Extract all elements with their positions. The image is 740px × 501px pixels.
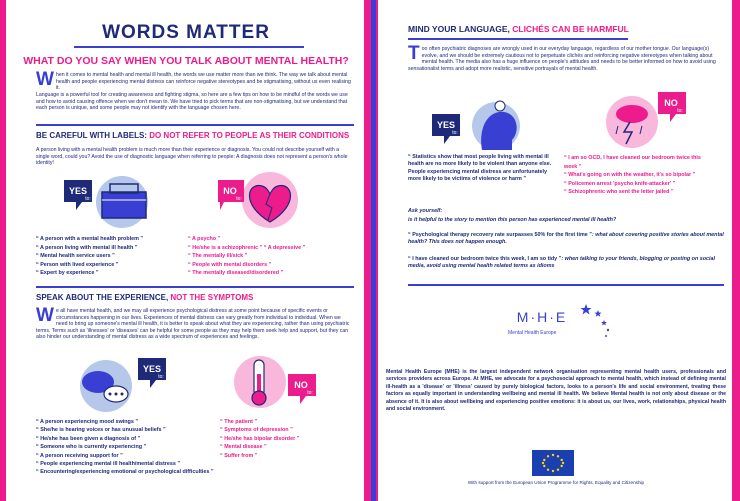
right-page [386,0,726,501]
dropcap-t: T [408,43,420,64]
svg-text:NO: NO [294,380,308,390]
center-spine-blue [371,0,376,501]
cliches-paragraph: Too often psychiatric diagnoses are wrongly used in our everyday language, regardless of our mother tongue. Our language(s) evolve, and we should be extremely cautious not to perpetuate clichés and reinforcing negative stereotypes when talking about mental health. The media also has a huge influence on people's attitudes and needs to be better informed on how to avoid using sensationalist terms and adopt more realistic, sensitive portrayals of mental health. [408,43,716,72]
list-item: “ She/he is hearing voices or has unusual beliefs ” [36,427,166,434]
list-item: “ A psycho ” [188,236,221,242]
section-divider [36,286,354,288]
list-item: “ Mental health service users ” [36,253,115,260]
list-item: “ People with mental disorders ” [188,261,272,268]
page-subtitle: WHAT DO YOU SAY WHEN YOU TALK ABOUT MENTAL HEALTH? [23,55,349,67]
svg-text:to:: to: [236,196,242,202]
list-item: “ People experiencing mental ill health/mental distress ” [36,461,181,468]
intro-text: hen it comes to mental health and mental ill health, the words we use matter more than we think. The way we talk about mental health and people experiencing mental distress can reinforce negative stereotypes and be stigmatising, without us even realising it. [55,72,351,92]
mhe-about-paragraph: Mental Health Europe (MHE) is the largest independent network organisation representing mental health users, professionals and services providers across Europe. At MHE, we advocate for a psychosocial approach to mental health, which instead of defining mental ill-health as a 'disease' or 'illness' caused by purely biological factors, looks to a person's life and social environment, treating these factors as equally important in understanding wellbeing and mental ill health. We believe Mental health is not only about disease or the absence of it. It is also about wellbeing and experiencing positive emotions: it is about us, our lives, work, relationships, physical health and social environment. [386,369,726,413]
svg-text:to:: to: [158,374,164,380]
list-item: “ Suffer from ” [220,452,258,459]
left-page [14,0,358,501]
list-item: “ What's going on with the weather, it's so bipolar ” [564,172,696,178]
dropcap-w: W [36,69,54,90]
no-list-labels [188,235,305,278]
section-divider [408,284,724,286]
list-item: “ Symptoms of depression ” [220,427,293,434]
section-divider [36,124,354,126]
list-item: “ A person experiencing mood swings ” [36,419,139,425]
intro-paragraph [36,69,352,92]
broken-heart-illustration-icon [210,170,320,234]
experience-heading: SPEAK ABOUT THE EXPERIENCE, NOT THE SYMPTOMS [36,293,254,302]
svg-text:NO: NO [664,98,678,108]
no-cliche-quotes [564,154,714,197]
labels-heading: BE CAREFUL WITH LABELS: DO NOT REFER TO PEOPLE AS THEIR CONDITIONS [36,131,350,140]
list-item: “ He/she has bipolar disorder ” [220,435,300,442]
left-edge-stripe [0,0,6,501]
ask-yourself-label: Ask yourself: [408,208,443,214]
list-item: “ He/she has been given a diagnosis of ” [36,435,141,442]
svg-text:to:: to: [677,108,683,114]
dropcap-w-2: W [36,305,54,326]
svg-text:YES: YES [68,186,88,196]
list-item: “ A person with a mental health problem ” [36,236,144,242]
eu-support-text: With support from the European Union Programme for Rights, Equality and Citizenship [467,480,645,485]
experience-paragraph: We all have mental health, and we may all experience psychological distress at some point because of specific events or circumstances happening in our lives. Experiences of mental distress can vary greatly from individual to individual. When we need to bring up someone's mental ill health, it is better to speak about what they are experiencing, rather than using psychiatric terms. Terms such as 'illnesses' or 'diseases' can be helpful for some people as they may help them seek help and support, but they can also hinder our understanding of mental distress as a wide spectrum of experiences and feelings. [36,305,350,341]
no-list-experience [220,418,299,460]
svg-text:YES: YES [142,364,162,374]
list-item: “ Expert by experience ” [36,270,99,277]
ask-yourself [408,208,724,225]
list-item: “ The mentally ill/sick ” [188,253,248,260]
thermometer-illustration-icon [226,352,326,416]
list-item: “ Encountering/experiencing emotional or psychological difficulties ” [36,469,214,476]
list-item: “ Mental disease ” [220,444,267,451]
mind-language-heading: MIND YOUR LANGUAGE, CLICHÉS CAN BE HARMFUL [408,24,629,34]
svg-text:to:: to: [307,390,313,396]
intro-paragraph-2: Language is a powerful tool for creating awareness and fighting stigma, so here are a few tips on how to be mindful of the words we use and how to avoid causing offence when we don't mean to. We have tried to pick terms that are non-stigmatising, but we understand that each person is unique, and some people may not identify with the language chosen here. [36,92,348,112]
right-edge-stripe [732,0,740,501]
cleaned-bedroom-quote: “ I have cleaned our bedroom twice this week, I am so tidy ”: when talking to your friends, blogging or posting on social media, avoid using mental health related terms as idioms [408,256,716,270]
list-item: “ A person receiving support for ” [36,452,123,459]
title-underline [74,46,304,48]
yes-list-labels [36,235,143,278]
list-item: “ Schizophrenic who sent the letter jailed ” [564,189,674,195]
list-item: “ He/she is a schizophrenic ” “ A depressive ” [188,244,306,251]
list-item: “ Policemen arrest 'psycho knife-attacker' ” [564,180,676,187]
page-title: WORDS MATTER [102,22,270,43]
list-item: “ Someone who is currently experiencing ” [36,444,147,451]
ask-yourself-text: is it helpful to the story to mention this person has experienced mental ill health? [408,217,617,224]
svg-text:to:: to: [85,196,91,202]
recovery-quote: “ Psychological therapy recovery rate surpasses 50% for the first time ”: what about covering positive stories about mental health? This does not happen enough. [408,232,724,246]
heading-underline [408,38,628,40]
svg-text:YES: YES [436,120,456,130]
svg-text:to:: to: [452,130,458,136]
svg-text:M·H·E: M·H·E [516,309,568,325]
head-balloons-illustration-icon [426,98,526,156]
yes-statistics-quote: “ Statistics show that most people living with mental ill health are no more likely to be violent than anyone else. People experiencing mental distress are unfortunately more likely to be victims of violence or harm ” [408,154,552,183]
list-item: “ Person with lived experience ” [36,261,119,268]
list-item: “ The patient ” [220,419,258,425]
toolbox-illustration-icon [58,172,158,232]
list-item: “ A person living with mental ill health ” [36,244,138,251]
list-item: “ The mentally diseased/disordered ” [188,270,284,277]
labels-paragraph: A person living with a mental health problem is much more than their experience or diagnosis. You could not describe yourself with a single word, could you? Avoid the use of diagnostic language when referring to people: A diagnosis does not represent a person's whole identity! [36,147,348,167]
eu-flag-icon [532,450,574,476]
speech-bubbles-illustration-icon [66,352,176,414]
mhe-logo-icon [502,296,622,346]
svg-text:NO: NO [223,186,237,196]
list-item: “ I am so OCD, I have cleaned our bedroom twice this week ” [564,155,701,170]
storm-cloud-illustration-icon [596,88,696,152]
yes-list-experience [36,418,214,477]
mhe-logo-subtitle: Mental Health Europe [508,330,557,336]
